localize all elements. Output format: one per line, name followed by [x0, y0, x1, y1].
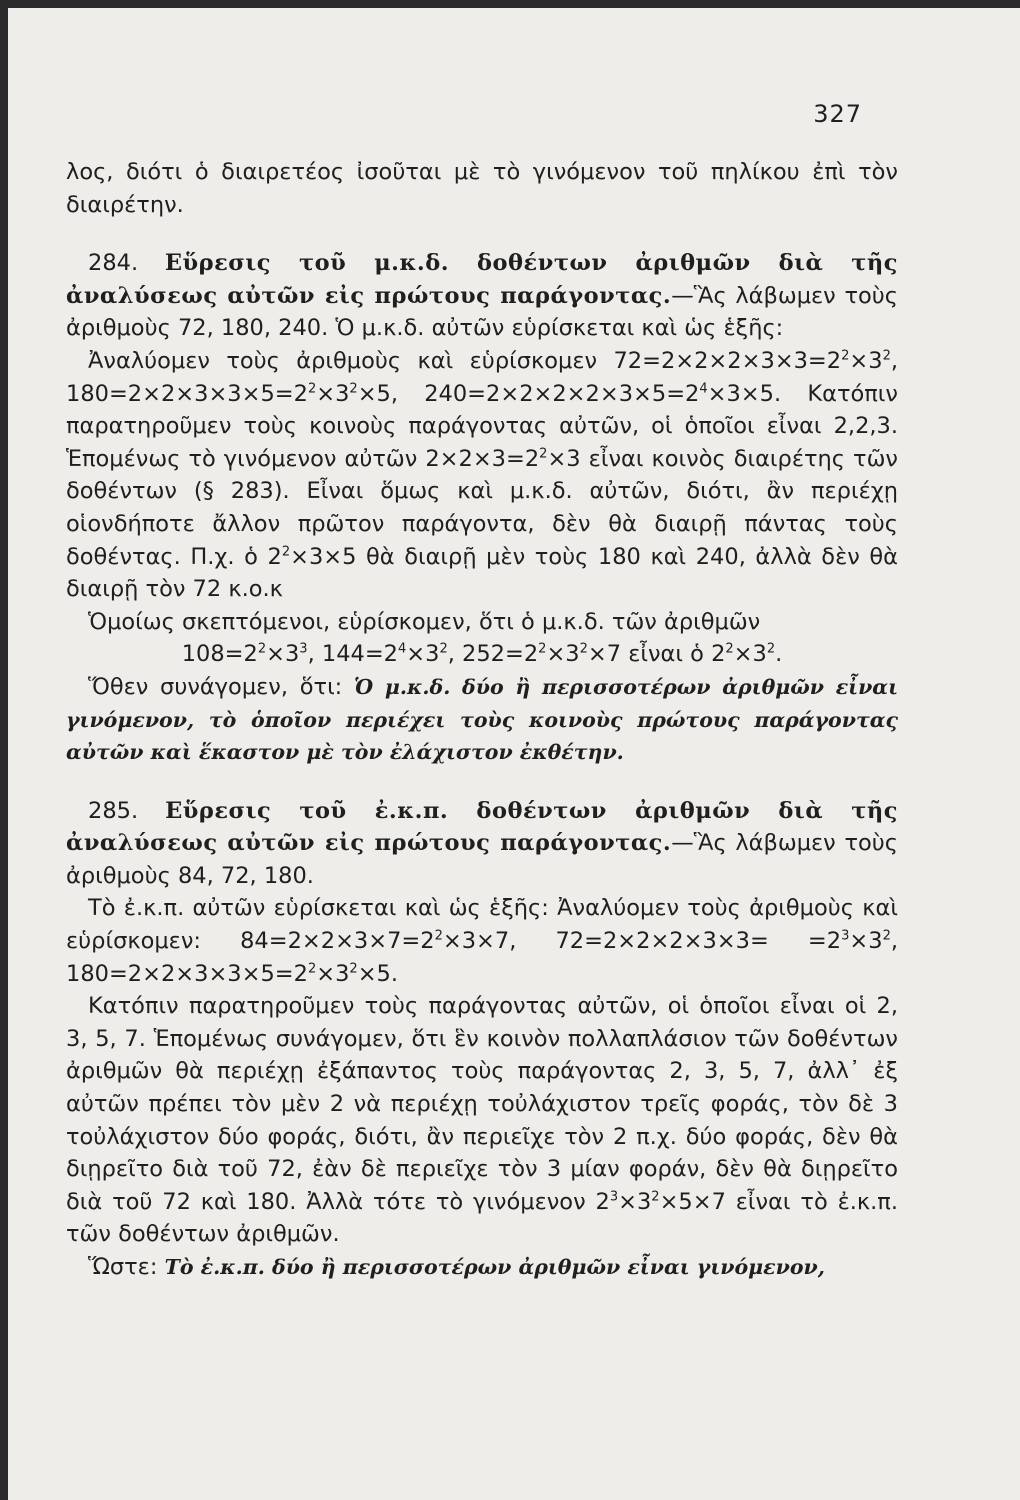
text-run: ×3 [849, 928, 883, 955]
exponent: 2 [882, 348, 891, 364]
exponent: 3 [299, 641, 308, 657]
exponent: 2 [766, 641, 776, 657]
exponent: 2 [307, 961, 317, 977]
exponent: 2 [579, 641, 588, 657]
text-run: Τὸ ἐ.κ.π. αὐτῶν εὑρίσκεται καὶ ὡς ἑξῆς: Ἀναλύομεν τοὺς ἀριθμοὺς καὶ εὑρίσκομεν: 84=2×2×3×7=2 [66, 895, 898, 955]
conclusion-rule: Ὁ μ.κ.δ. δύο ἢ περισσοτέρων ἀριθμῶν εἶναι γινόμενον, τὸ ὁποῖον περιέχει τοὺς κοινοὺς πρώτους παράγοντας αὐτῶν καὶ ἕκαστον μὲ τὸν ἐλάχιστον ἐκθέτην. [66, 674, 899, 765]
text-run: 108=2 [181, 641, 258, 668]
text-run: , 144=2 [307, 641, 398, 668]
exponent: 2 [538, 641, 547, 657]
text-run: ×3 [546, 641, 580, 668]
text-run: ×3 [618, 1188, 652, 1215]
text-run: , 252=2 [447, 641, 539, 668]
exponent: 3 [841, 928, 850, 944]
section-gap [66, 769, 898, 795]
book-page [8, 8, 1020, 1500]
text-run: ×7 εἶναι ὁ 2 [587, 641, 726, 668]
text-run: ×5×7 εἶναι τὸ ἐ.κ.π. τῶν δοθέντων ἀριθμῶν. [66, 1188, 898, 1248]
exponent: 3 [609, 1189, 619, 1205]
exponent: 2 [307, 381, 317, 397]
text-run: , 180=2×2×3×3×5=2 [66, 347, 898, 407]
text-run: . [775, 641, 783, 668]
exponent: 2 [725, 641, 734, 657]
text-run: ×3 [406, 641, 440, 668]
text-run: ×5. [357, 960, 399, 987]
section-gap [66, 221, 898, 247]
section-284-similar: Ὁμοίως σκεπτόμενοι, εὑρίσκομεν, ὅτι ὁ μ.κ.δ. τῶν ἀριθμῶν [88, 608, 761, 635]
text-run: ×3 εἶναι κοινὸς διαιρέτης τῶν δοθέντων (§ 283). Εἶναι ὅμως καὶ μ.κ.δ. αὐτῶν, διότι, ἂν περιέχῃ οἱονδήποτε ἄλλον πρῶτον παράγοντα, δὲν θὰ διαιρῇ πάντας τοὺς δοθέντας. Π.χ. ὁ 2 [66, 445, 899, 570]
section-284-conclusion [66, 671, 898, 769]
text-body [66, 156, 898, 1284]
conclusion-lead: Ὅθεν συνάγομεν, ὅτι: [88, 673, 354, 700]
exponent: 2 [281, 544, 291, 560]
section-285-heading: Εὕρεσις τοῦ ἐ.κ.π. δοθέντων ἀριθμῶν διὰ τῆς ἀναλύσεως αὐτῶν εἰς πρώτους παράγοντας. [66, 797, 898, 857]
exponent: 2 [434, 928, 443, 944]
intro-line-1: λος, διότι ὁ διαιρετέος ἰσοῦται μὲ τὸ γινόμενον τοῦ πηλίκου ἐπὶ [66, 159, 846, 185]
text-run: ×3 [316, 380, 350, 407]
intro-line-2: τὸν διαιρέτην. [66, 159, 898, 218]
intro-paragraph [66, 156, 898, 221]
conclusion-rule: Τὸ ἐ.κ.π. δύο ἢ περισσοτέρων ἀριθμῶν εἶναι γινόμενον, [164, 1255, 825, 1279]
conclusion-lead: Ὥστε: [88, 1254, 165, 1280]
section-284-formula [66, 638, 898, 671]
text-run: ×3×7, 72=2×2×2×3×3= =2 [442, 928, 842, 955]
section-285-number: 285. [88, 797, 139, 824]
exponent: 4 [699, 381, 708, 397]
exponent: 2 [349, 381, 358, 397]
section-285-conclusion [66, 1251, 898, 1284]
section-285-paragraph [66, 795, 898, 893]
section-284-number: 284. [88, 250, 139, 277]
text-run: ×5, 240=2×2×2×2×3×5=2 [357, 380, 700, 407]
text-run: ×3 [266, 641, 300, 668]
exponent: 2 [349, 961, 358, 977]
exponent: 2 [539, 446, 548, 462]
exponent: 2 [257, 641, 267, 657]
text-run: ×3×5 θὰ διαιρῇ μὲν τοὺς 180 καὶ 240, ἀλλὰ δὲν θὰ διαιρῇ τὸν 72 κ.ο.κ [66, 543, 898, 603]
section-285-intro: —Ἃς λάβωμεν τοὺς ἀριθμοὺς 84, 72, 180. [66, 830, 898, 889]
section-285-reasoning [66, 990, 898, 1251]
text-run: ×3 [316, 960, 350, 987]
text-run: ×3 [733, 641, 767, 668]
text-run: ×3×5. Κατόπιν παρατηροῦμεν τοὺς κοινοὺς παράγοντας αὐτῶν, οἱ ὁποῖοι εἶναι 2,2,3. Ἑπομένως τὸ γινόμενον αὐτῶν 2×2×3=2 [66, 380, 898, 472]
section-284-heading: Εὕρεσις τοῦ μ.κ.δ. δοθέντων ἀριθμῶν διὰ τῆς ἀναλύσεως αὐτῶν εἰς πρώτους παράγοντας. [66, 250, 898, 309]
exponent: 2 [439, 641, 448, 657]
text-run: Κατόπιν παρατηροῦμεν τοὺς παράγοντας αὐτῶν, οἱ ὁποῖοι εἶναι οἱ 2, 3, 5, 7. Ἑπομένως συνάγομεν, ὅτι ἓν κοινὸν πολλαπλάσιον τῶν δοθέντων ἀριθμῶν θὰ περιέχῃ ἐξάπαντος τοὺς παράγοντας 2, 3, 5, 7, ἀλλ᾽ ἐξ αὐτῶν πρέπει τὸν μὲν 2 νὰ περιέχῃ τοὐλάχιστον τρεῖς φοράς, τὸν δὲ 3 τοὐλάχιστον δύο φοράς, διότι, ἂν περιεῖχε τὸν 2 π.χ. δύο φοράς, δὲν θὰ διῃρεῖτο διὰ τοῦ 72, ἐὰν δὲ περιεῖχε τὸν 3 μίαν φοράν, δὲν θὰ διῃρεῖτο διὰ τοῦ 72 καὶ 180. Ἀλλὰ τότε τὸ γινόμενον 2 [66, 993, 898, 1215]
exponent: 4 [398, 641, 407, 657]
text-run: , 180=2×2×3×3×5=2 [66, 928, 898, 987]
text-run: Ἀναλύομεν τοὺς ἀριθμοὺς καὶ εὑρίσκομεν 72=2×2×2×3×3=2 [88, 347, 842, 374]
section-285-analysis [66, 892, 898, 990]
page-number: 327 [813, 100, 862, 128]
exponent: 2 [841, 348, 850, 364]
exponent: 2 [651, 1189, 660, 1205]
section-284-analysis [66, 345, 898, 606]
text-run: ×3 [849, 347, 883, 374]
exponent: 2 [882, 928, 891, 944]
section-284-paragraph [66, 247, 898, 345]
section-284-intro: —Ἃς λάβωμεν τοὺς ἀριθμοὺς 72, 180, 240. Ὁ μ.κ.δ. αὐτῶν εὑρίσκεται καὶ ὡς ἑξῆς: [66, 282, 898, 342]
